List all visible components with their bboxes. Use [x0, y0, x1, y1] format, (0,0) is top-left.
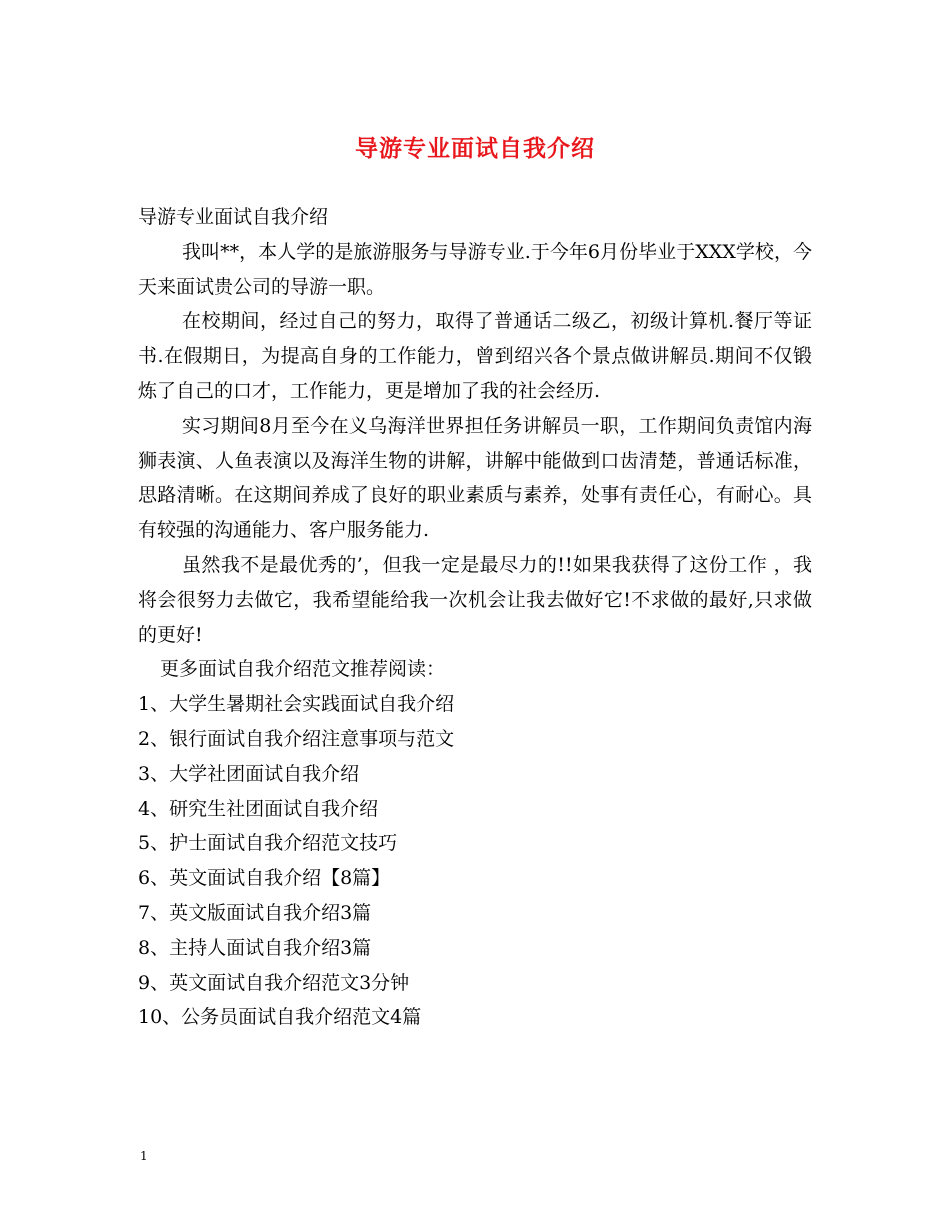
- related-article-link[interactable]: 8、主持人面试自我介绍3篇: [138, 936, 372, 959]
- document-body: [138, 200, 812, 1035]
- page-number: 1: [140, 1149, 148, 1163]
- more-reading-heading: 更多面试自我介绍范文推荐阅读：: [160, 658, 446, 681]
- related-article-link[interactable]: 3、大学社团面试自我介绍: [138, 762, 360, 785]
- paragraph-intro: 我叫**，本人学的是旅游服务与导游专业.于今年6月份毕业于XXX学校，今天来面试贵公司的导游一职。: [138, 240, 812, 298]
- related-article-link[interactable]: 6、英文面试自我介绍【8篇】: [138, 867, 391, 890]
- related-article-link[interactable]: 9、英文面试自我介绍范文3分钟: [138, 971, 410, 994]
- related-article-link[interactable]: 7、英文版面试自我介绍3篇: [138, 901, 372, 924]
- related-articles-list: [138, 687, 812, 1035]
- related-article-link[interactable]: 1、大学生暑期社会实践面试自我介绍: [138, 693, 455, 716]
- document-title: 导游专业面试自我介绍: [355, 136, 595, 162]
- paragraph-internship: 实习期间8月至今在义乌海洋世界担任务讲解员一职，工作期间负责馆内海狮表演、人鱼表演以及海洋生物的讲解，讲解中能做到口齿清楚，普通话标准，思路清晰。在这期间养成了良好的职业素质与素养，处事有责任心，有耐心。具有较强的沟通能力、客户服务能力.: [138, 414, 812, 542]
- related-article-link[interactable]: 5、护士面试自我介绍范文技巧: [138, 832, 398, 855]
- related-article-link[interactable]: 2、银行面试自我介绍注意事项与范文: [138, 727, 455, 750]
- paragraph-closing: 虽然我不是最优秀的’，但我一定是最尽力的!!如果我获得了这份工作 ，我将会很努力去做它，我希望能给我一次机会让我去做好它!不求做的最好,只求做的更好!: [138, 553, 812, 646]
- paragraph-school: 在校期间，经过自己的努力，取得了普通话二级乙，初级计算机.餐厅等证书.在假期日，为提高自身的工作能力，曾到绍兴各个景点做讲解员.期间不仅锻炼了自己的口才，工作能力，更是增加了我的社会经历.: [138, 310, 812, 402]
- document-subtitle: 导游专业面试自我介绍: [138, 206, 329, 228]
- related-article-link[interactable]: 4、研究生社团面试自我介绍: [138, 797, 379, 820]
- related-article-link[interactable]: 10、公务员面试自我介绍范文4篇: [138, 1006, 422, 1029]
